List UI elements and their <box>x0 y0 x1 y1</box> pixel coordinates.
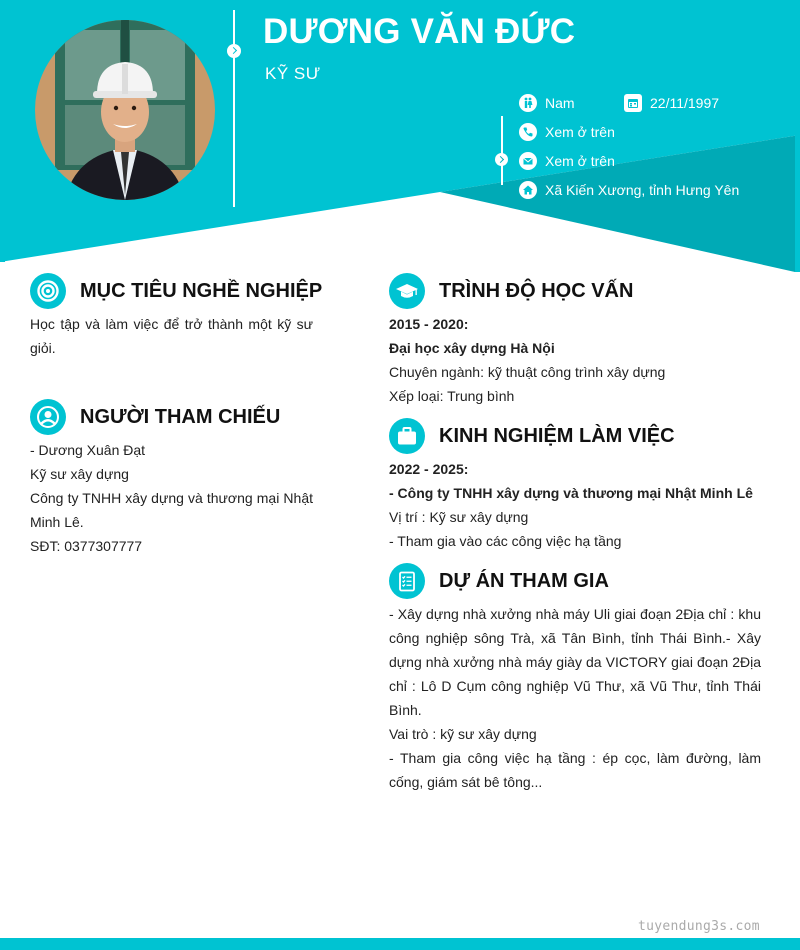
experience-header <box>389 418 675 454</box>
reference-name: - Dương Xuân Đạt <box>30 442 146 458</box>
email-text: Xem ở trên <box>545 153 615 169</box>
home-icon <box>519 181 537 199</box>
objective-header <box>30 273 322 309</box>
graduation-cap-icon <box>389 273 425 309</box>
projects-header <box>389 563 609 599</box>
reference-header <box>30 399 280 435</box>
experience-title: KINH NGHIỆM LÀM VIỆC <box>439 424 675 447</box>
phone-info <box>519 123 615 141</box>
avatar <box>35 20 215 200</box>
experience-company: - Công ty TNHH xây dựng và thương mại Nhật Minh Lê <box>389 485 753 501</box>
education-header <box>389 273 633 309</box>
birthday-text: 22/11/1997 <box>650 95 720 111</box>
person-icon <box>30 399 66 435</box>
info-divider-dot <box>495 153 508 166</box>
checklist-icon <box>389 563 425 599</box>
projects-title: DỰ ÁN THAM GIA <box>439 569 609 592</box>
address-info <box>519 181 739 199</box>
info-divider-line <box>501 116 503 185</box>
phone-text: Xem ở trên <box>545 124 615 140</box>
objective-text: Học tập và làm việc để trở thành một kỹ sư giỏi. <box>30 316 313 356</box>
projects-role: Vai trò : kỹ sư xây dựng <box>389 726 537 742</box>
gender-info <box>519 94 575 112</box>
email-info <box>519 152 615 170</box>
header-divider-dot <box>227 44 241 58</box>
projects-block <box>389 602 761 794</box>
objective-title: MỤC TIÊU NGHỀ NGHIỆP <box>80 279 323 302</box>
candidate-title: KỸ SƯ <box>265 64 321 83</box>
candidate-name: DƯƠNG VĂN ĐỨC <box>263 12 576 51</box>
gender-text: Nam <box>545 95 575 111</box>
avatar-photo <box>35 20 215 200</box>
calendar-icon <box>624 94 642 112</box>
experience-period: 2022 - 2025: <box>389 461 469 477</box>
email-icon <box>519 152 537 170</box>
reference-position: Kỹ sư xây dựng <box>30 466 129 482</box>
education-grade: Xếp loại: Trung bình <box>389 388 515 404</box>
education-block <box>389 312 761 408</box>
education-period: 2015 - 2020: <box>389 316 469 332</box>
education-school: Đại học xây dựng Hà Nội <box>389 340 555 356</box>
reference-block <box>30 438 313 558</box>
education-title: TRÌNH ĐỘ HỌC VẤN <box>439 279 634 302</box>
watermark: tuyendung3s.com <box>638 919 760 934</box>
experience-block <box>389 457 761 553</box>
experience-task: - Tham gia vào các công việc hạ tầng <box>389 533 622 549</box>
target-icon <box>30 273 66 309</box>
header-divider-line <box>233 10 235 207</box>
projects-tasks: - Tham gia công việc hạ tầng : ép cọc, làm đường, làm cống, giám sát bê tông... <box>389 750 761 790</box>
reference-phone: SĐT: 0377307777 <box>30 538 143 554</box>
reference-company: Công ty TNHH xây dựng và thương mại Nhật Minh Lê. <box>30 490 313 530</box>
briefcase-icon <box>389 418 425 454</box>
phone-icon <box>519 123 537 141</box>
education-major: Chuyên ngành: kỹ thuật công trình xây dựng <box>389 364 666 380</box>
bottom-bar <box>0 938 800 950</box>
birthday-info <box>624 94 719 112</box>
reference-title: NGƯỜI THAM CHIẾU <box>80 405 281 428</box>
experience-position: Vị trí : Kỹ sư xây dựng <box>389 509 529 525</box>
gender-icon <box>519 94 537 112</box>
address-text: Xã Kiến Xương, tỉnh Hưng Yên <box>545 182 740 198</box>
projects-description: - Xây dựng nhà xưởng nhà máy Uli giai đoạn 2Địa chỉ : khu công nghiệp sông Trà, xã Tân Bình, tỉnh Thái Bình.- Xây dựng nhà xưởng nhà máy giày da VICTORY giai đoạn 2Địa chỉ : Lô D Cụm công nghiệp Vũ Thư, xã Vũ Thư, tỉnh Thái Bình. <box>389 606 761 718</box>
